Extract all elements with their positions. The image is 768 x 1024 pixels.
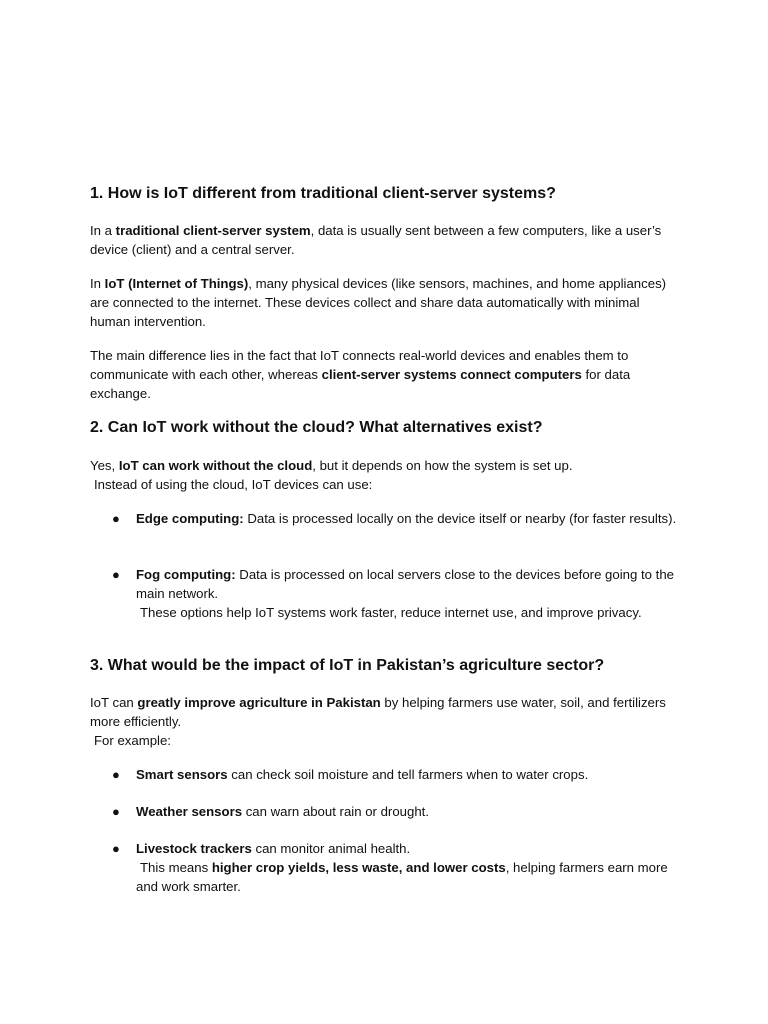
bold-run: Smart sensors	[136, 767, 228, 782]
bullet-icon: ●	[112, 567, 120, 582]
list-item-text	[136, 565, 682, 622]
text-run: The main difference lies in the fact that IoT connects real-world devices and enables them to communicate with each other, whereas	[90, 348, 629, 382]
bullet-icon: ●	[112, 767, 120, 782]
bold-run: IoT (Internet of Things)	[104, 276, 249, 291]
text-run: In	[90, 276, 105, 291]
bold-run: Livestock trackers	[136, 841, 252, 856]
text-run: For example:	[94, 733, 171, 748]
text-run: , data is usually sent between a few computers, like a user’s device (client) and a central server.	[90, 223, 662, 257]
bullet-icon: ●	[112, 804, 120, 819]
bold-run: Edge computing:	[136, 511, 244, 526]
paragraph-q1-2	[90, 274, 678, 331]
paragraph-q1-1	[90, 221, 678, 259]
bold-run: Weather sensors	[136, 804, 243, 819]
text-run: Yes,	[90, 458, 119, 473]
text-run: , helping farmers earn more and work smarter.	[136, 860, 668, 894]
bold-run: higher crop yields, less waste, and lower costs	[211, 860, 506, 875]
text-run: for data exchange.	[90, 367, 631, 401]
text-run: Data is processed on local servers close to the devices before going to the main network.	[136, 567, 674, 601]
list-item	[112, 839, 682, 896]
list-item-text	[136, 802, 682, 821]
text-run: , but it depends on how the system is set up.	[312, 458, 573, 473]
text-run: Data is processed locally on the device itself or nearby (for faster results).	[243, 511, 677, 526]
paragraph-q3-1	[90, 693, 678, 750]
list-item	[112, 509, 682, 528]
bullet-icon: ●	[112, 511, 120, 526]
text-run: can monitor animal health.	[251, 841, 411, 856]
paragraph-q2-1	[90, 456, 678, 494]
text-run: by helping farmers use water, soil, and fertilizers more efficiently.	[90, 695, 666, 729]
text-run: This means	[140, 860, 212, 875]
list-item	[112, 765, 682, 784]
list-item-text	[136, 765, 682, 784]
heading-q2: 2. Can IoT work without the cloud? What alternatives exist?	[90, 419, 543, 436]
text-run: In a	[90, 223, 116, 238]
bold-run: IoT can work without the cloud	[118, 458, 313, 473]
bold-run: greatly improve agriculture in Pakistan	[137, 695, 381, 710]
heading-q1: 1. How is IoT different from traditional client-server systems?	[90, 185, 556, 202]
text-run: These options help IoT systems work faster, reduce internet use, and improve privacy.	[140, 605, 642, 620]
bold-run: traditional client-server system	[115, 223, 311, 238]
list-item-text	[136, 509, 682, 528]
text-run: can warn about rain or drought.	[242, 804, 429, 819]
heading-q3: 3. What would be the impact of IoT in Pakistan’s agriculture sector?	[90, 657, 605, 674]
text-run: IoT can	[90, 695, 138, 710]
paragraph-q1-3	[90, 346, 678, 403]
text-run: , many physical devices (like sensors, machines, and home appliances) are connected to the internet. These devices collect and share data automatically with minimal human intervention.	[90, 276, 667, 329]
list-item-text	[136, 839, 682, 896]
bold-run: Fog computing:	[136, 567, 236, 582]
list-item	[112, 565, 682, 622]
text-run: can check soil moisture and tell farmers when to water crops.	[227, 767, 589, 782]
text-run: Instead of using the cloud, IoT devices can use:	[94, 477, 373, 492]
list-item	[112, 802, 682, 821]
bullet-icon: ●	[112, 841, 120, 856]
bold-run: client-server systems connect computers	[321, 367, 582, 382]
